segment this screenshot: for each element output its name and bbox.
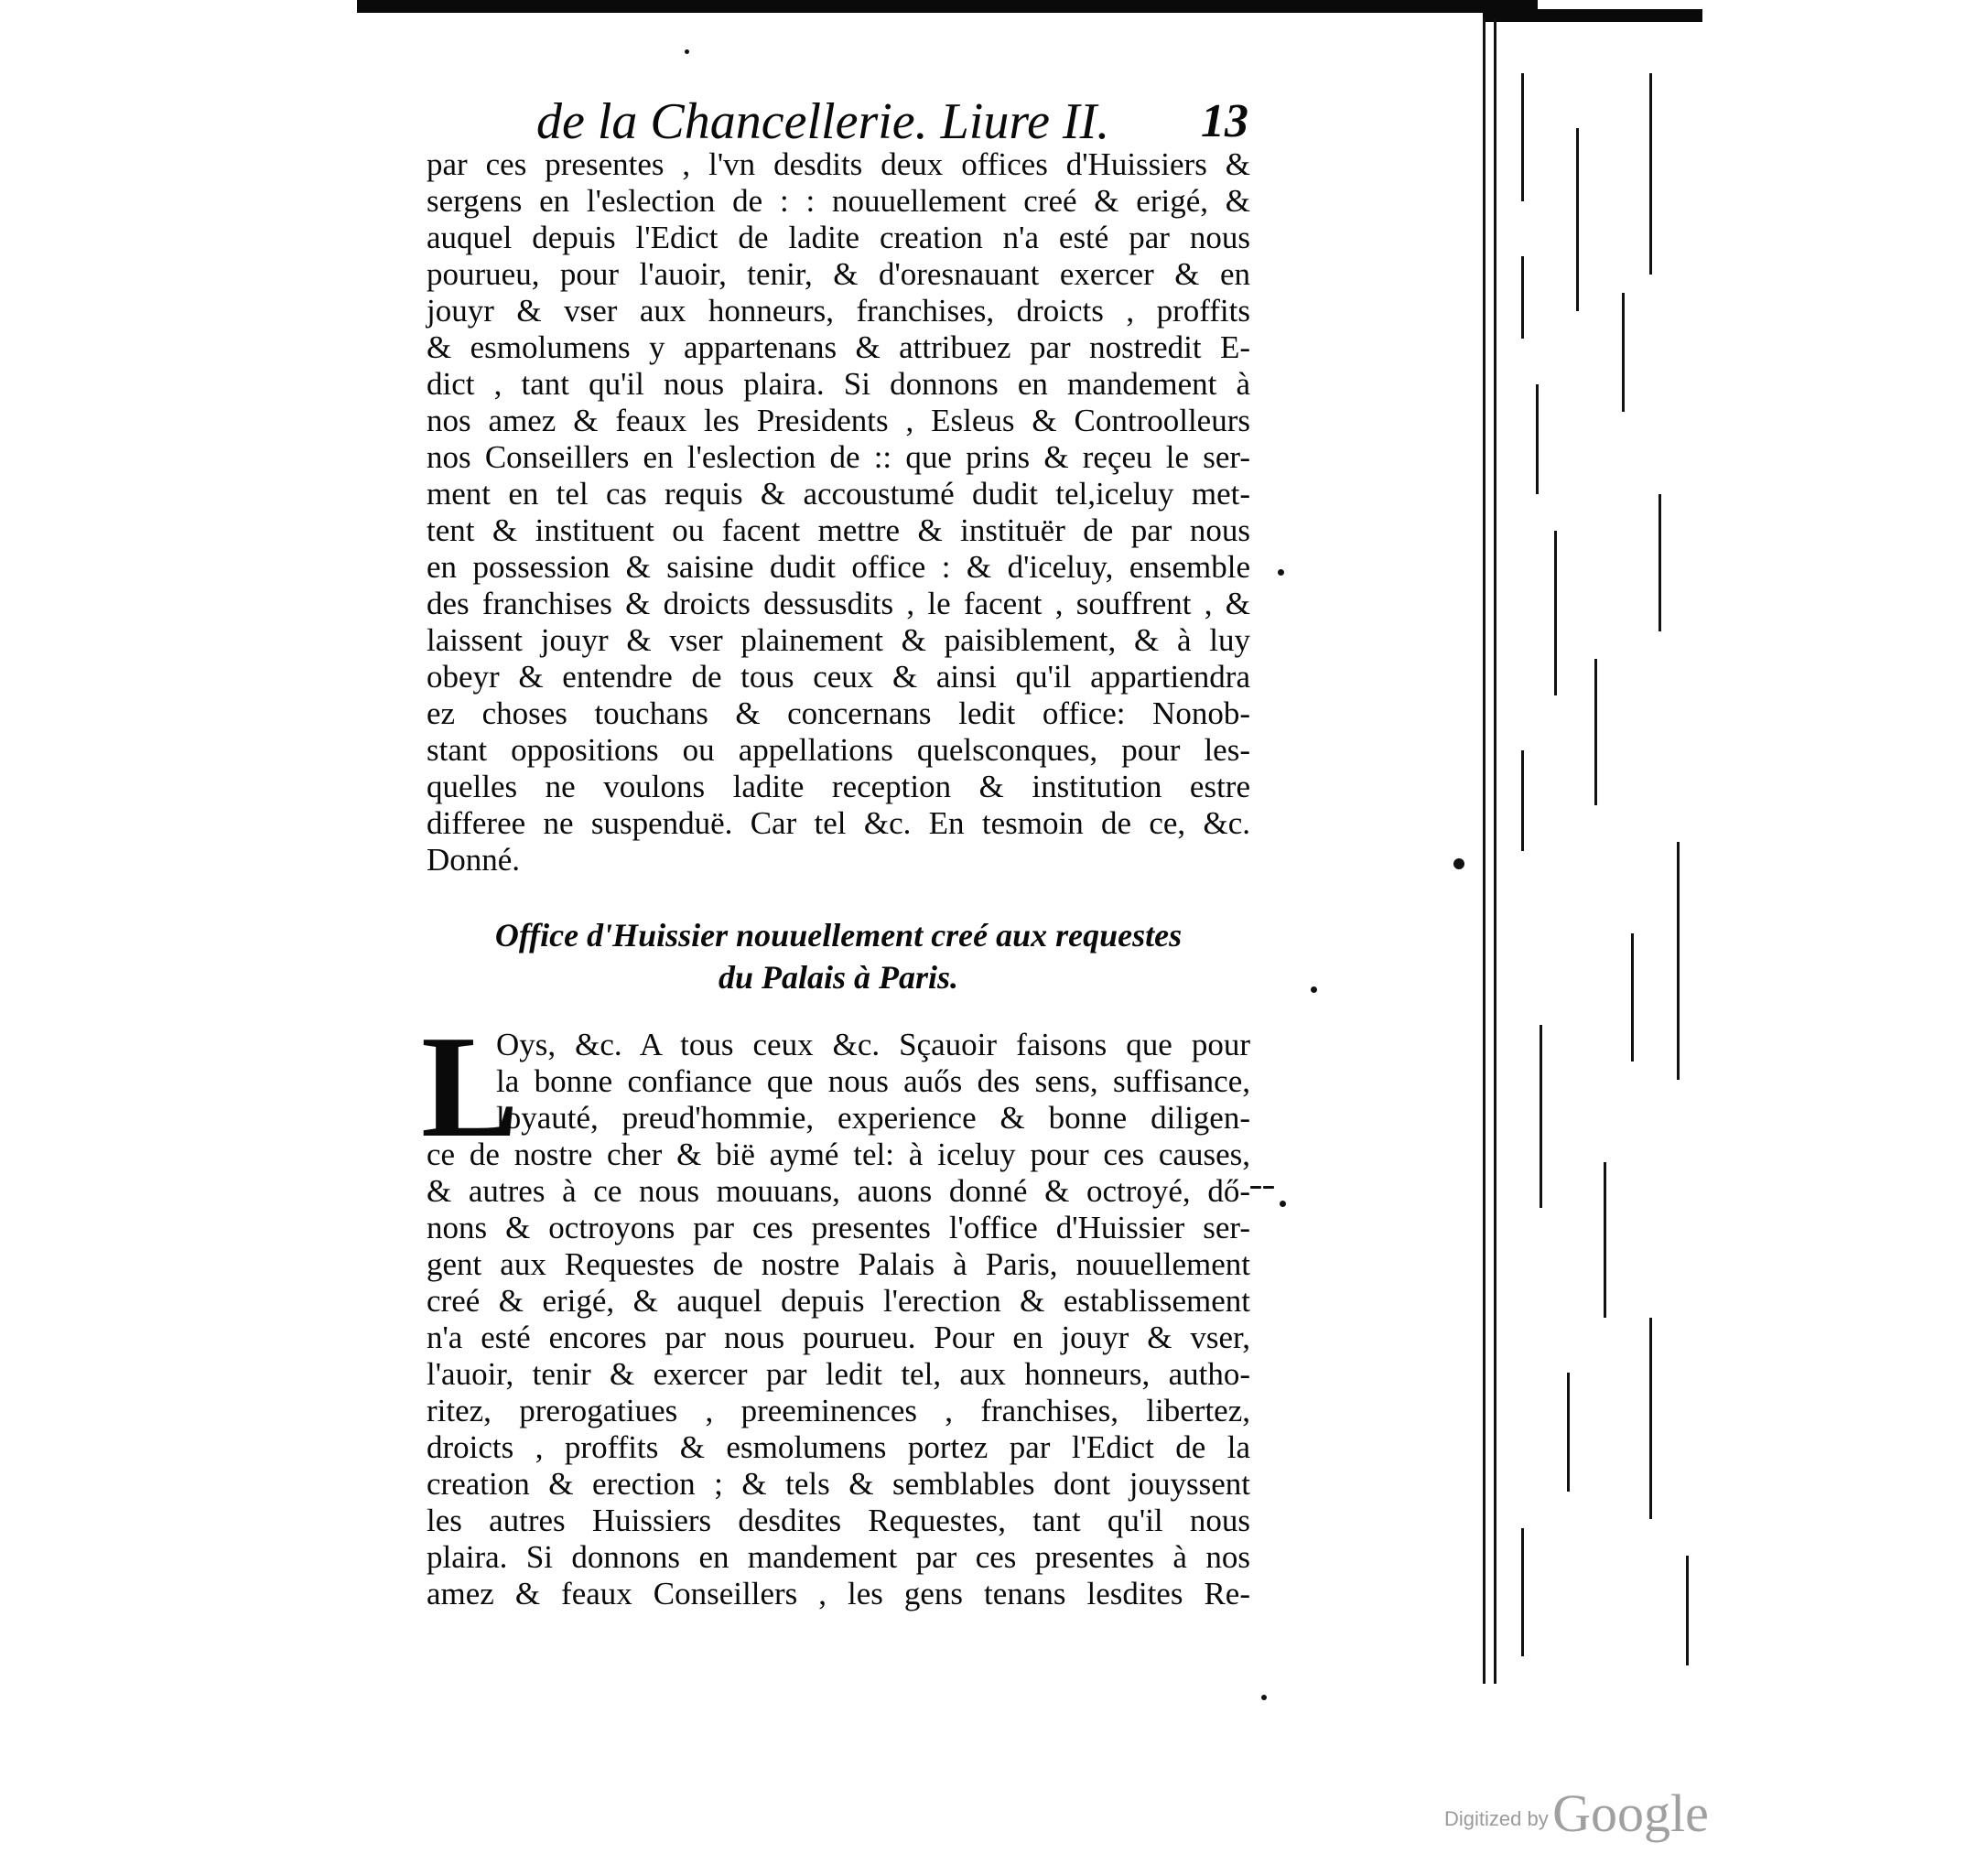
book-binding-edge [1466,18,1704,1684]
text-line: quelles ne voulons ladite reception & institution estre [427,769,1250,804]
text-line: & esmolumens y appartenans & attribuez par nostredit E- [427,329,1250,365]
section-title-line-1: Office d'Huissier nouuellement creé aux requestes [494,917,1183,954]
book-page [421,0,1250,1647]
text-line: obeyr & entendre de tous ceux & ainsi qu'il appartiendra [427,659,1250,695]
text-line: ce de nostre cher & bië aymé tel: à iceluy pour ces causes, [427,1137,1250,1172]
text-line: tent & instituent ou facent mettre & instituër de par nous [427,512,1250,548]
text-line: Donné. [427,842,521,878]
text-line: laissent jouyr & vser plainement & paisiblement, & à luy [427,622,1250,658]
ink-speck [1261,1695,1267,1700]
text-line: ritez, prerogatiues , preeminences , franchises, libertez, [427,1393,1250,1428]
text-line: loyauté, preud'hommie, experience & bonne diligen- [496,1100,1250,1136]
text-line: differee ne suspenduë. Car tel &c. En tesmoin de ce, &c. [427,805,1250,841]
drop-capital: L [421,1005,519,1168]
ink-speck [1453,858,1464,869]
digitized-by-google-watermark [1444,1783,1709,1847]
text-line: en possession & saisine dudit office : & d'iceluy, ensemble [427,549,1250,585]
text-line: l'auoir, tenir & exercer par ledit tel, aux honneurs, autho- [427,1356,1250,1392]
google-logo: Google [1552,1783,1709,1843]
text-line: plaira. Si donnons en mandement par ces presentes à nos [427,1539,1250,1575]
text-line: dict , tant qu'il nous plaira. Si donnons en mandement à [427,366,1250,402]
running-head-title: de la Chancellerie. Liure II. [536,93,1110,150]
ink-speck [1263,1186,1274,1189]
page-number: 13 [1201,95,1248,147]
text-line: & autres à ce nous mouuans, auons donné & octroyé, dő- [427,1173,1250,1209]
section-title-line-2: du Palais à Paris. [718,959,959,996]
text-line: les autres Huissiers desdites Requestes, tant qu'il nous [427,1503,1250,1538]
text-line: nos amez & feaux les Presidents , Esleus & Controolleurs [427,403,1250,438]
ink-speck [1311,986,1317,993]
ink-speck [1278,569,1284,576]
ink-speck [1280,1201,1286,1207]
text-line: sergens en l'eslection de : : nouuellement creé & erigé, & [427,183,1250,219]
text-line: des franchises & droicts dessusdits , le facent , souffrent , & [427,586,1250,621]
text-line: ez choses touchans & concernans ledit office: Nonob- [427,695,1250,731]
text-line: jouyr & vser aux honneurs, franchises, droicts , proffits [427,293,1250,329]
text-line: droicts , proffits & esmolumens portez par l'Edict de la [427,1429,1250,1465]
text-line: ment en tel cas requis & accoustumé dudit tel,iceluy met- [427,476,1250,512]
text-line: amez & feaux Conseillers , les gens tenans lesdites Re- [427,1576,1250,1611]
watermark-prefix: Digitized by [1444,1807,1549,1830]
text-line: stant oppositions ou appellations quelsconques, pour les- [427,732,1250,768]
text-line: la bonne confiance que nous auős des sens, suffisance, [496,1063,1250,1099]
text-line: auquel depuis l'Edict de ladite creation n'a esté par nous [427,220,1250,255]
text-line: n'a esté encores par nous pourueu. Pour en jouyr & vser, [427,1320,1250,1355]
text-line: creation & erection ; & tels & semblables dont jouyssent [427,1466,1250,1502]
ink-speck [1250,1186,1261,1189]
text-line: pourueu, pour l'auoir, tenir, & d'oresnauant exercer & en [427,256,1250,292]
text-line: par ces presentes , l'vn desdits deux offices d'Huissiers & [427,146,1250,182]
text-line: nos Conseillers en l'eslection de :: que prins & reçeu le ser- [427,439,1250,475]
text-line: Oys, &c. A tous ceux &c. Sçauoir faisons que pour [496,1027,1250,1062]
text-line: creé & erigé, & auquel depuis l'erection & establissement [427,1283,1250,1319]
text-line: gent aux Requestes de nostre Palais à Paris, nouuellement [427,1246,1250,1282]
text-line: nons & octroyons par ces presentes l'office d'Huissier ser- [427,1210,1250,1245]
